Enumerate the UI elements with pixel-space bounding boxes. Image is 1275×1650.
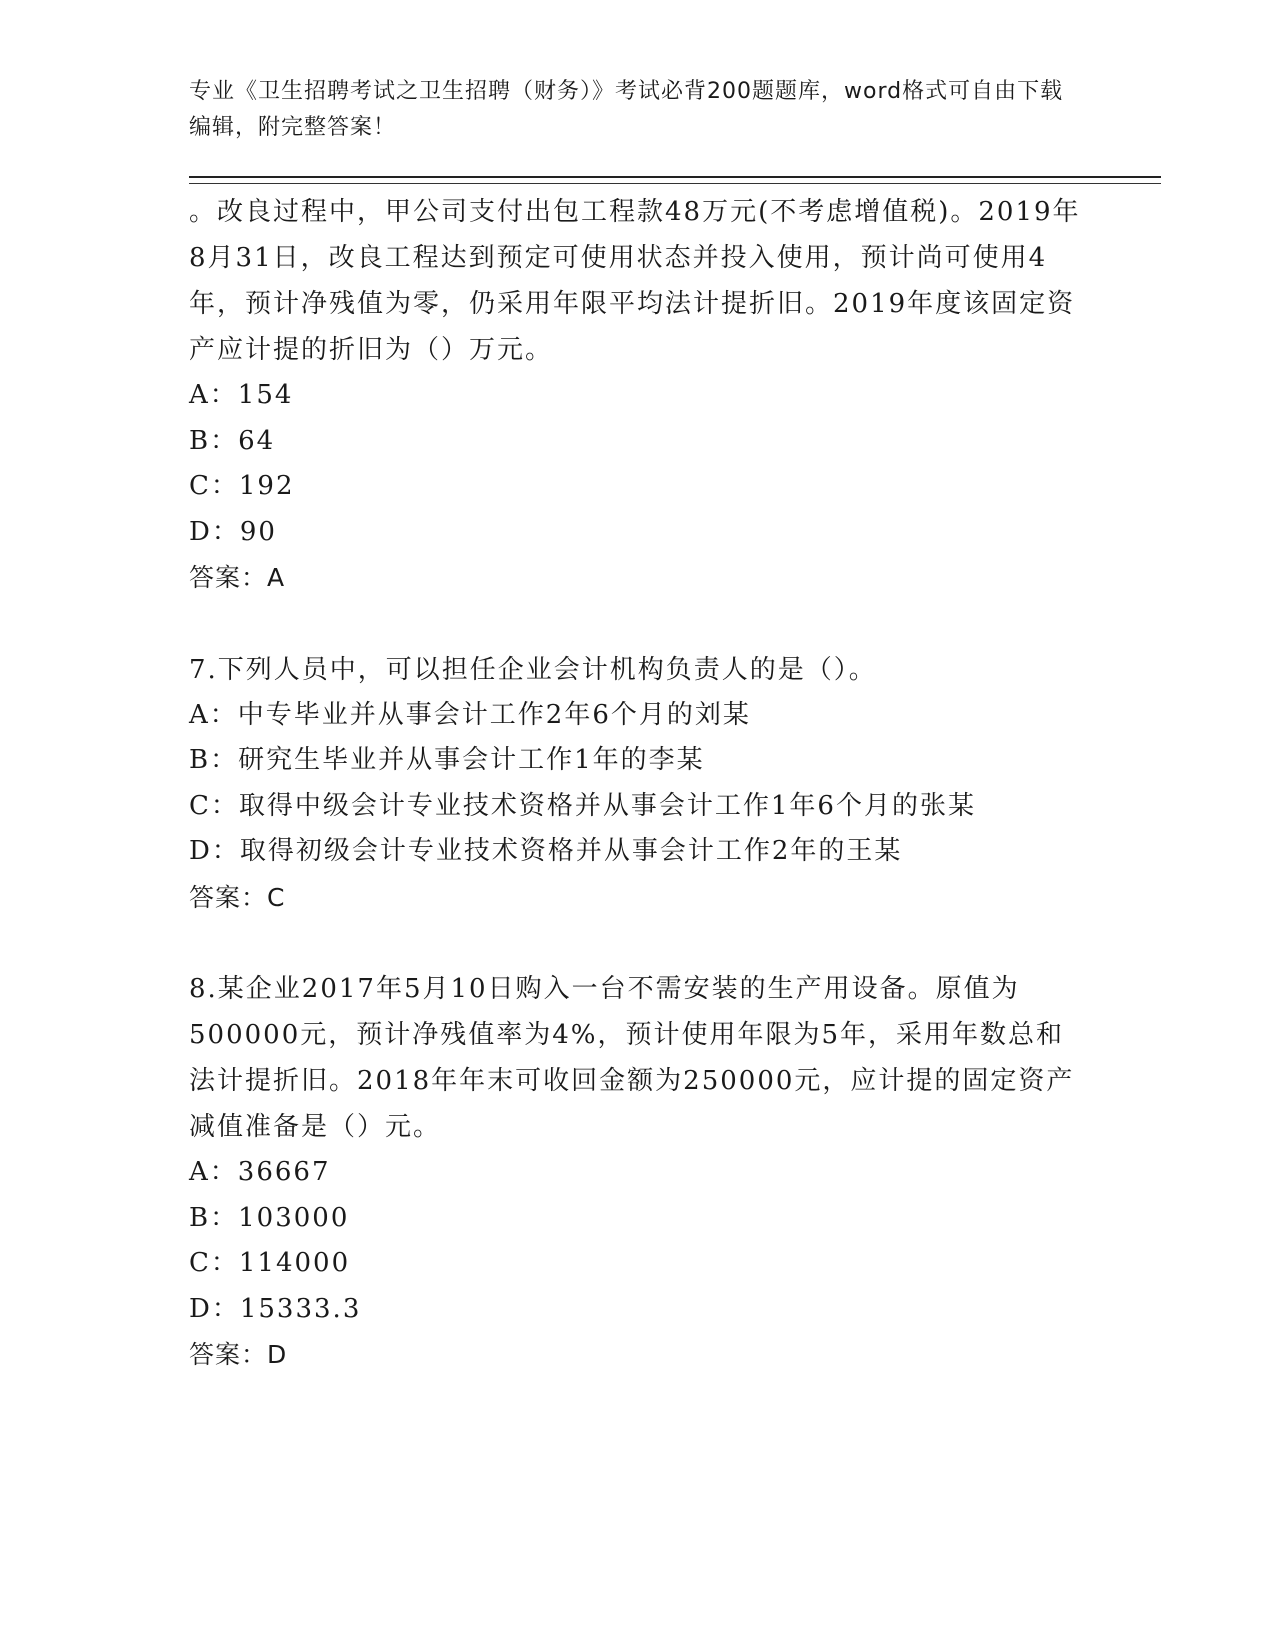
question-stem: 7.下列人员中，可以担任企业会计机构负责人的是（）。 bbox=[189, 654, 877, 685]
question-stem: 8.某企业2017年5月10日购入一台不需安装的生产用设备。原值为500000元，预计净残值率为4%，预计使用年限为5年，采用年数总和法计提折旧。2018年年末可收回金额为250000元，应计提的固定资产减值准备是（）元。 bbox=[189, 974, 1075, 1142]
question-block bbox=[189, 966, 1089, 1378]
option-d: D：90 bbox=[189, 516, 277, 547]
question-stem: 。改良过程中，甲公司支付出包工程款48万元(不考虑增值税)。2019年8月31日，改良工程达到预定可使用状态并投入使用，预计尚可使用4年，预计净残值为零，仍采用年限平均法计提折旧。2019年度该固定资产应计提的折旧为（）万元。 bbox=[189, 197, 1081, 365]
spacer bbox=[189, 601, 1089, 647]
option-d: D：取得初级会计专业技术资格并从事会计工作2年的王某 bbox=[189, 836, 903, 866]
option-a: A：36667 bbox=[189, 1157, 331, 1187]
answer-line: 答案：A bbox=[189, 563, 286, 592]
option-c: C：取得中级会计专业技术资格并从事会计工作1年6个月的张某 bbox=[189, 790, 976, 821]
option-b: B：103000 bbox=[189, 1202, 350, 1233]
question-block bbox=[189, 189, 1089, 601]
option-a: A：154 bbox=[189, 380, 294, 410]
spacer bbox=[189, 920, 1089, 966]
answer-line: 答案：D bbox=[189, 1340, 288, 1369]
option-c: C：192 bbox=[189, 471, 295, 501]
option-b: B：64 bbox=[189, 425, 276, 456]
option-a: A：中专毕业并从事会计工作2年6个月的刘某 bbox=[189, 699, 751, 730]
question-list bbox=[189, 189, 1089, 1378]
question-block bbox=[189, 647, 1089, 921]
option-d: D：15333.3 bbox=[189, 1293, 362, 1324]
option-b: B：研究生毕业并从事会计工作1年的李某 bbox=[189, 745, 705, 775]
header-divider-thick bbox=[189, 176, 1161, 178]
header-divider-thin bbox=[189, 183, 1161, 184]
answer-line: 答案：C bbox=[189, 882, 286, 912]
document-header: 专业《卫生招聘考试之卫生招聘（财务）》考试必背200题题库，word格式可自由下载编辑，附完整答案！ bbox=[189, 79, 1064, 140]
option-c: C：114000 bbox=[189, 1248, 351, 1278]
